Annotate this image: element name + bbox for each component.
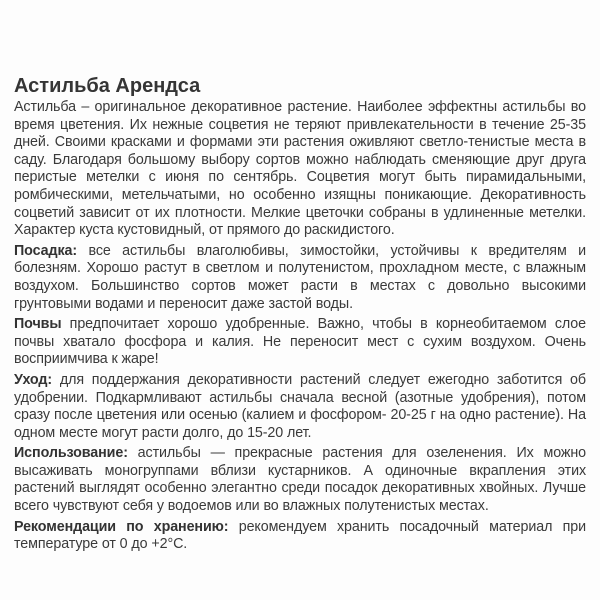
section-planting (14, 243, 586, 313)
document-title: Астильба Арендса (14, 75, 201, 97)
section-label: Уход: (14, 371, 53, 388)
section-soil (14, 316, 586, 369)
section-label: Рекомендации по хранению: (14, 518, 229, 535)
section-care (14, 372, 586, 442)
intro-paragraph: Астильба – оригинальное декоративное растение. Наиболее эффектны астильбы во время цветения. Их нежные соцветия не теряют привлекательности в течение 25-35 дней. Своими красками и формами эти растения оживляют светло-тенистые места в саду. Благодаря большому выбору сортов можно наблюдать сменяющие друг друга перистые метелки с июня по сентябрь. Соцветия могут быть пирамидальными, ромбическими, метельчатыми, но особенно изящны поникающие. Декоративность соцветий зависит от их плотности. Мелкие цветочки собраны в удлиненные метелки. Характер куста кустовидный, от прямого до раскидистого. (14, 99, 586, 239)
section-text: рекомендуем хранить посадочный материал при температуре от 0 до +2°С. (14, 518, 586, 553)
section-label: Почвы (14, 316, 62, 333)
section-text: астильбы — прекрасные растения для озеленения. Их можно высаживать моногруппами вблизи кустарников. А одиночные вкрапления этих растений выглядят особенно элегантно среди посадок декоративных хвойных. Лучше всего чувствуют себя у водоемов или во влажных полутенистых местах. (14, 445, 586, 515)
section-text: предпочитает хорошо удобренные. Важно, чтобы в корнеобитаемом слое почвы хватало фосфора и калия. Не переносит мест с сухим воздухом. Очень восприимчива к жаре! (14, 316, 586, 368)
section-label: Использование: (14, 445, 128, 462)
section-label: Посадка: (14, 242, 78, 259)
section-text: для поддержания декоративности растений следует ежегодно заботится об удобрении. Подкармливают астильбы сначала весной (азотные удобрения), потом сразу после цветения или осенью (калием и фосфором- 20-25 г на одно растение). На одном месте могут расти долго, до 15-20 лет. (14, 371, 586, 441)
section-usage (14, 445, 586, 515)
section-storage (14, 519, 586, 554)
section-text: все астильбы влаголюбивы, зимостойки, устойчивы к вредителям и болезням. Хорошо растут в светлом и полутенистом, прохладном месте, с влажным воздухом. Большинство сортов может расти в местах с довольно высокими грунтовыми водами и переносит даже застой воды. (14, 242, 586, 312)
